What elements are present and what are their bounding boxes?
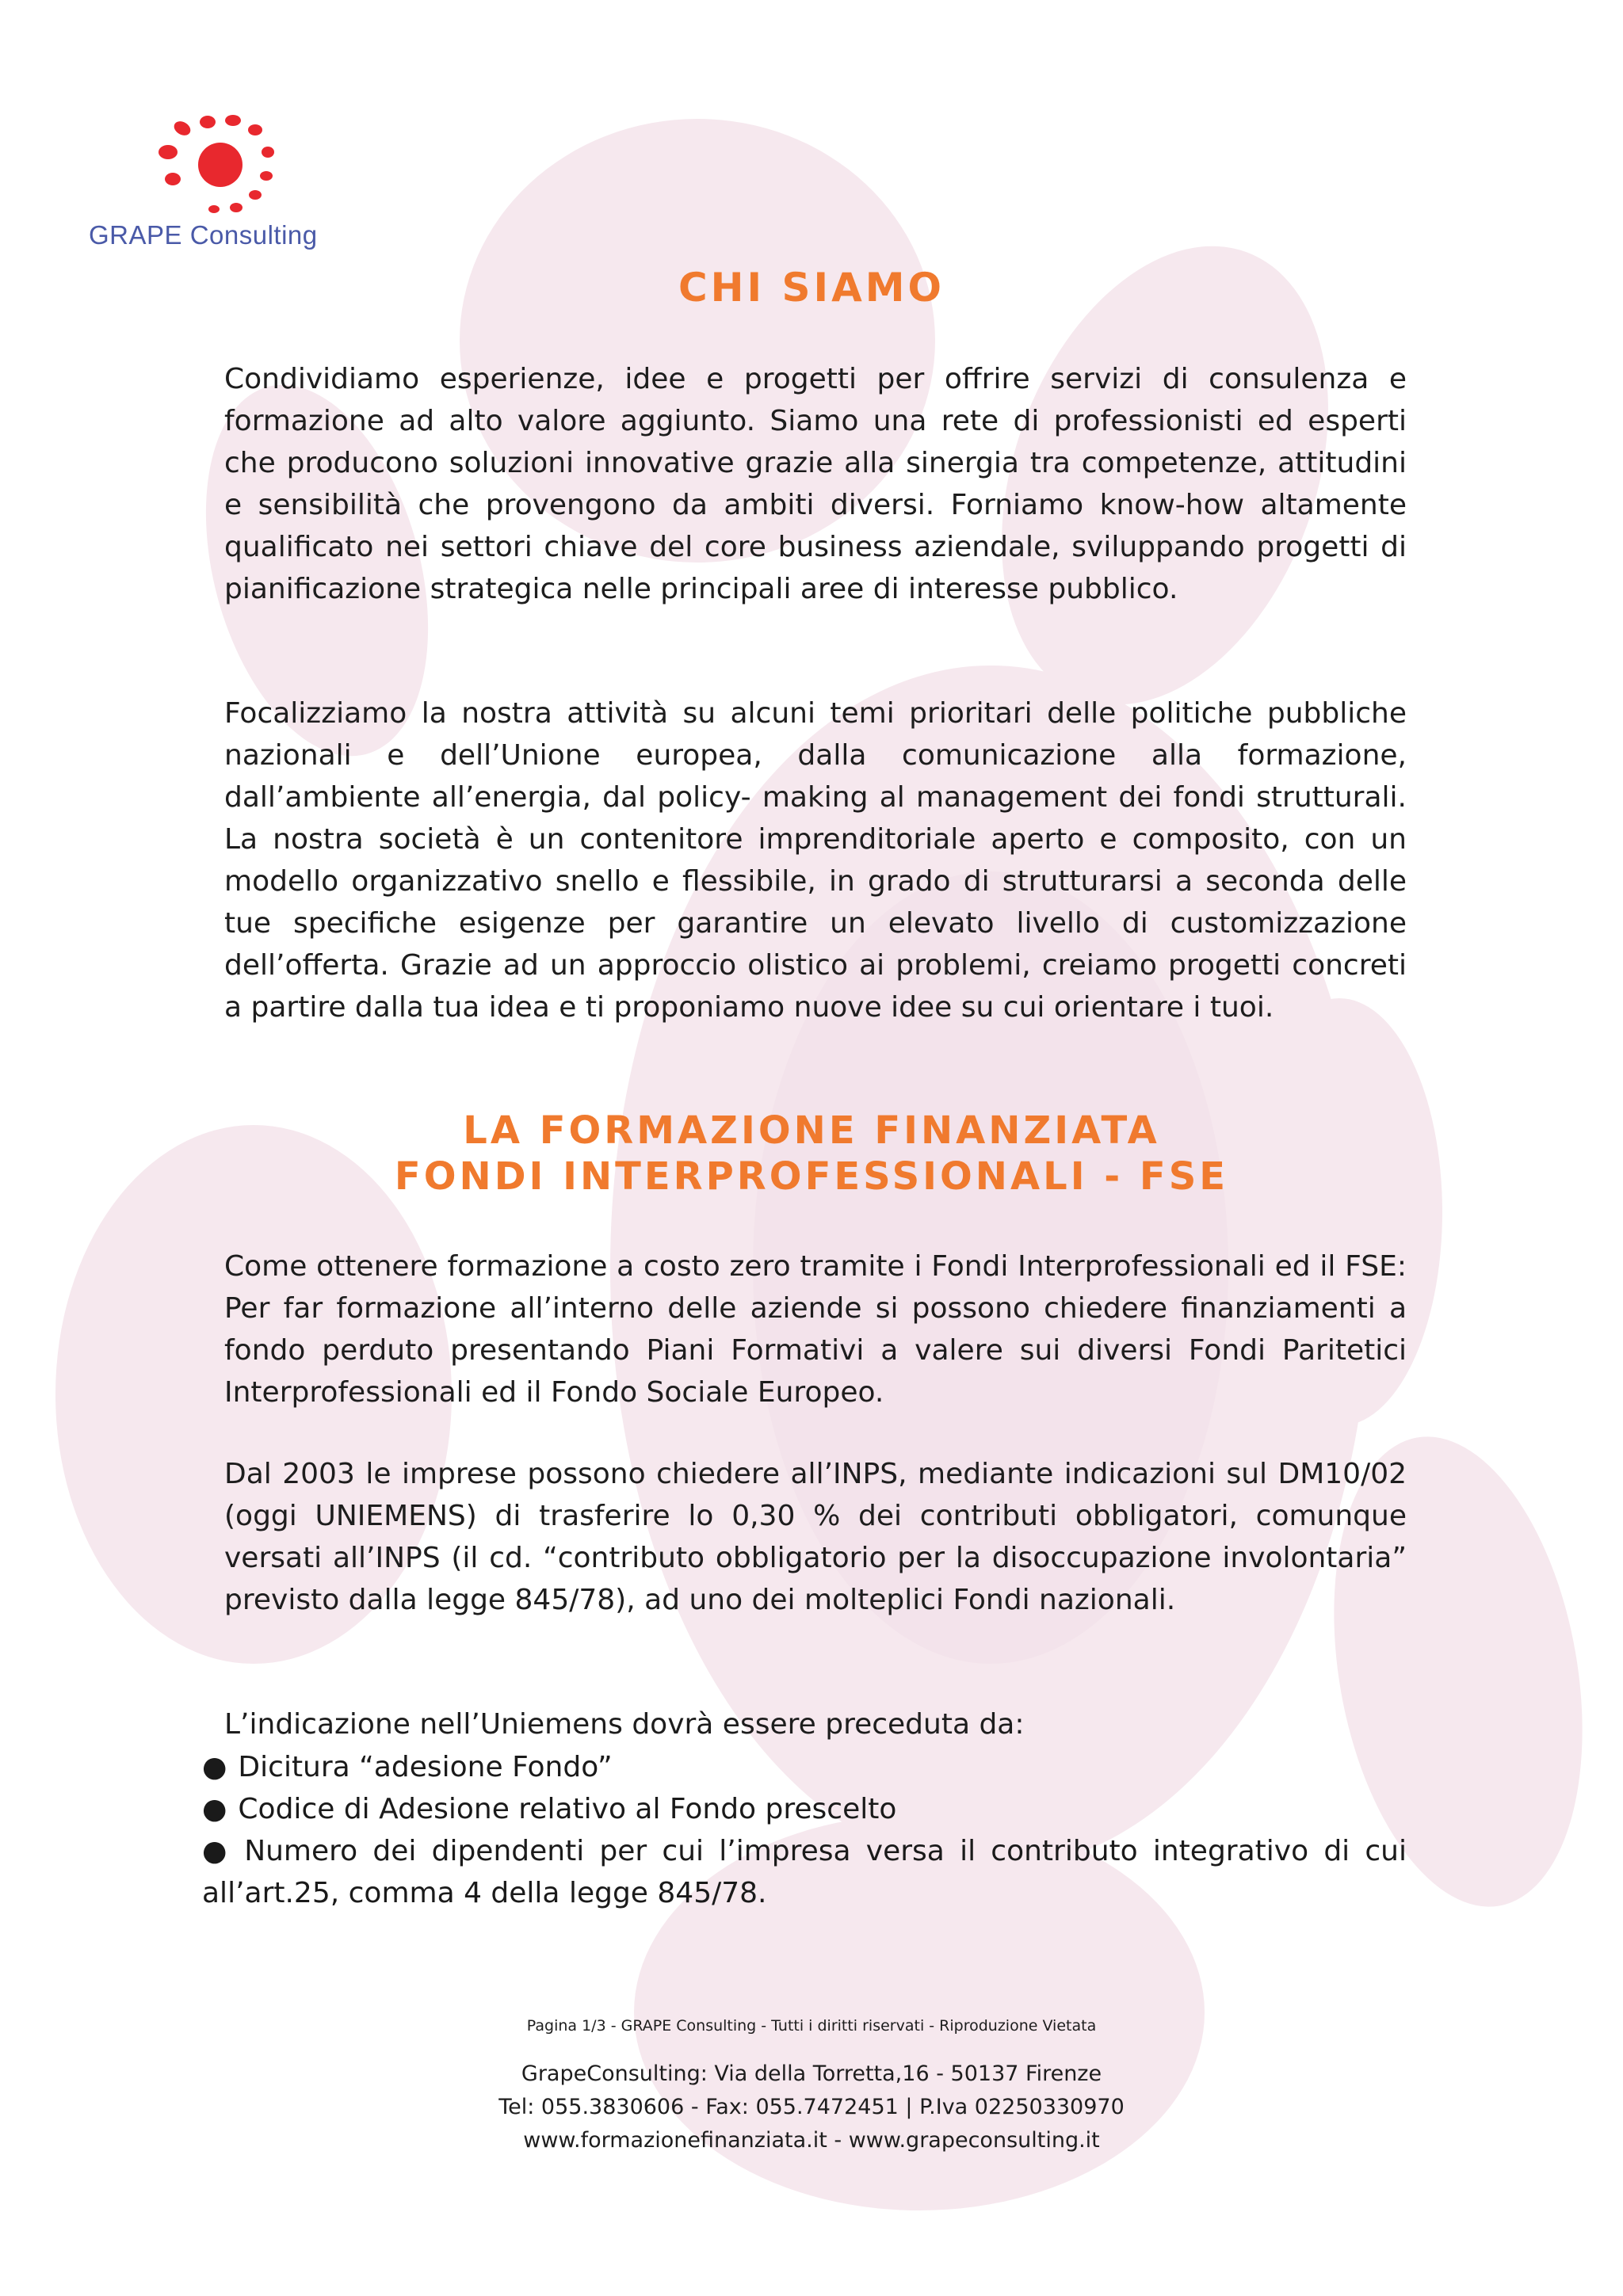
section-title-line-2: FONDI INTERPROFESSIONALI - FSE	[394, 1154, 1229, 1199]
bullet-icon: ●	[202, 1793, 227, 1825]
section-title-formazione	[0, 1108, 1623, 1199]
footer-websites: www.formazionefinanziata.it - www.grapeconsulting.it	[523, 2128, 1100, 2153]
paragraph-formazione-1: Come ottenere formazione a costo zero tramite i Fondi Interprofessionali ed il FSE: Per far formazione all’interno delle aziende si possono chiedere finanziamenti a fondo perduto presentando Piani Formativi a valere sui diversi Fondi Paritetici Interprofessionali ed il Fondo Sociale Europeo.	[224, 1250, 1407, 1409]
paragraph-chi-siamo-2: Focalizziamo la nostra attività su alcuni temi prioritari delle politiche pubbliche nazionali e dell’Unione europea, dalla comunicazione alla formazione, dall’ambiente all’energia, dal policy- making al management dei fondi strutturali. La nostra società è un contenitore imprenditoriale aperto e composito, con un modello organizzativo snello e flessibile, in grado di strutturarsi a seconda delle tue specifiche esigenze per garantire un elevato livello di customizzazione dell’offerta. Grazie ad un approccio olistico ai problemi, creiamo progetti concreti a partire dalla tua idea e ti proponiamo nuove idee su cui orientare i tuoi.	[224, 697, 1407, 1024]
paragraph-formazione-3: L’indicazione nell’Uniemens dovrà essere preceduta da:	[224, 1708, 1025, 1741]
footer-address: GrapeConsulting: Via della Torretta,16 - 50137 Firenze	[521, 2061, 1102, 2086]
section-title-line-1: LA FORMAZIONE FINANZIATA	[463, 1108, 1160, 1153]
paragraph-chi-siamo-1: Condividiamo esperienze, idee e progetti per offrire servizi di consulenza e formazione ad alto valore aggiunto. Siamo una rete di professionisti ed esperti che producono soluzioni innovative grazie alla sinergia tra competenze, attitudini e sensibilità che provengono da ambiti diversi. Forniamo know-how altamente qualificato nei settori chiave del core business aziendale, sviluppando progetti di pianificazione strategica nelle principali aree di interesse pubblico.	[224, 363, 1407, 605]
list-item: ● Numero dei dipendenti per cui l’impresa versa il contributo integrativo di cui all’art.25, comma 4 della legge 845/78.	[202, 1835, 1407, 1909]
paragraph-formazione-2: Dal 2003 le imprese possono chiedere all’INPS, mediante indicazioni sul DM10/02 (oggi UNIEMENS) di trasferire lo 0,30 % dei contributi obbligatori, comunque versati all’INPS (il cd. “contributo obbligatorio per la disoccupazione involontaria” previsto dalla legge 845/78), ad uno dei molteplici Fondi nazionali.	[224, 1458, 1407, 1616]
section-title-chi-siamo: CHI SIAMO	[678, 265, 945, 311]
bullet-icon: ●	[202, 1751, 227, 1783]
list-item: ● Dicitura “adesione Fondo”	[202, 1751, 613, 1783]
list-item: ● Codice di Adesione relativo al Fondo prescelto	[202, 1793, 897, 1825]
requirements-list	[202, 1746, 1407, 1914]
footer-contacts: Tel: 055.3830606 - Fax: 055.7472451 | P.Iva 02250330970	[498, 2095, 1125, 2119]
bullet-icon: ●	[202, 1835, 234, 1867]
company-logo	[89, 111, 358, 261]
grape-sun-logo-icon	[158, 111, 277, 218]
logo-text: GRAPE Consulting	[89, 220, 318, 250]
footer-page-note: Pagina 1/3 - GRAPE Consulting - Tutti i diritti riservati - Riproduzione Vietata	[526, 2017, 1097, 2035]
